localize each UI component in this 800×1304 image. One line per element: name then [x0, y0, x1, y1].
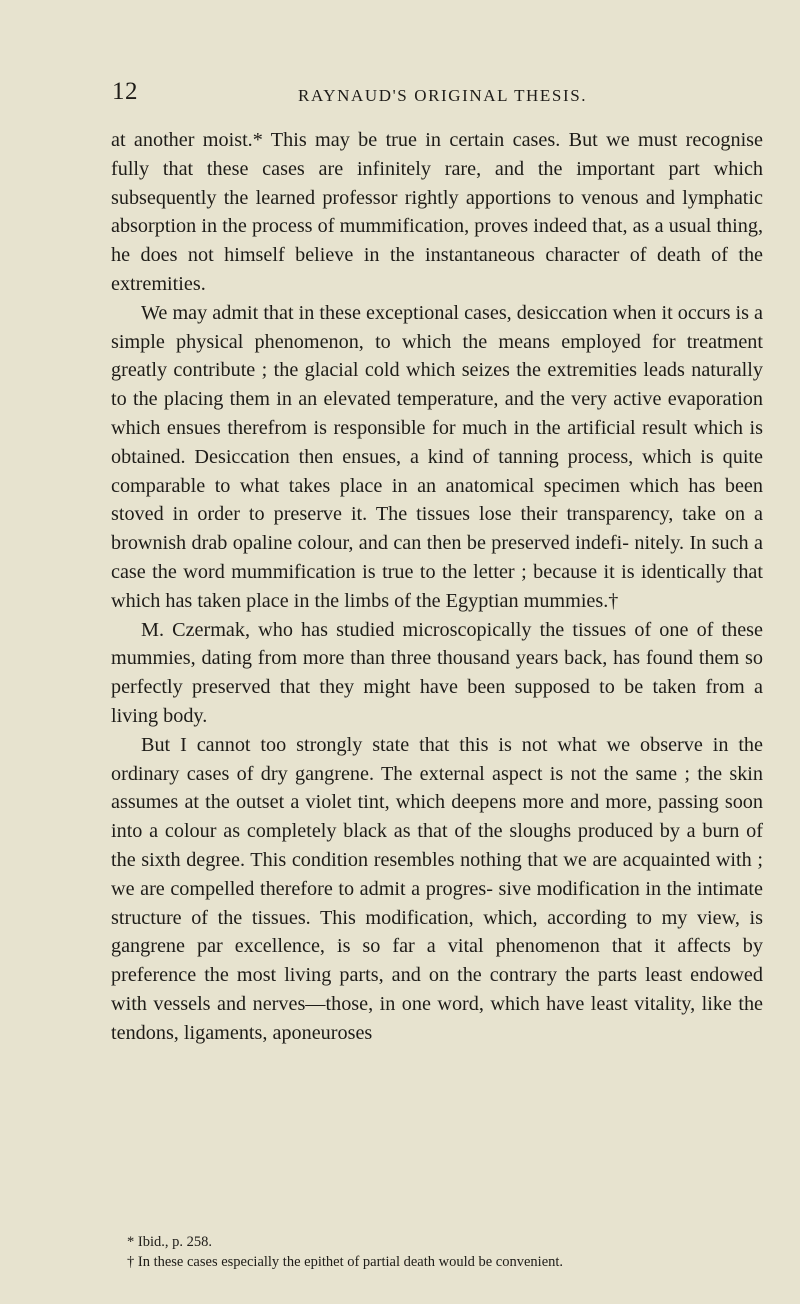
- paragraph: M. Czermak, who has studied microscopically the tissues of one of these mummies, dating from more than three thousand years back, has found them so perfectly preserved that they might have been supposed to be taken from a living body.: [111, 618, 763, 727]
- paragraph: We may admit that in these exceptional cases, desiccation when it occurs is a simple physical phenomenon, to which the means employed for treatment greatly contribute ; the glacial cold which seizes the extremities leads naturally to the placing them in an elevated temperature, and the very active evaporation which ensues therefrom is responsible for much in the artificial result which is obtained. Desiccation then ensues, a kind of tanning process, which is quite comparable to what takes place in an anatomical specimen which has been stoved in order to preserve it. The tissues lose their transparency, take on a brownish drab opaline colour, and can then be preserved indefi- nitely. In such a case the word mummification is true to the letter ; because it is identically that which has taken place in the limbs of the Egyptian mummies.†: [111, 301, 763, 612]
- page-number: 12: [112, 78, 138, 105]
- body-text: [111, 126, 763, 1048]
- running-head: RAYNAUD'S ORIGINAL THESIS.: [298, 86, 588, 105]
- footnote: † In these cases especially the epithet of partial death would be convenient.: [127, 1254, 564, 1270]
- footnote: * Ibid., p. 258.: [127, 1234, 212, 1250]
- paragraph: at another moist.* This may be true in certain cases. But we must recognise fully that these cases are infinitely rare, and the important part which subsequently the learned professor rightly apportions to venous and lymphatic absorption in the process of mummification, proves indeed that, as a usual thing, he does not himself believe in the instantaneous character of death of the extremities.: [111, 129, 763, 295]
- paragraph: But I cannot too strongly state that this is not what we observe in the ordinary cases of dry gangrene. The external aspect is not the same ; the skin assumes at the outset a violet tint, which deepens more and more, passing soon into a colour as completely black as that of the sloughs produced by a burn of the sixth degree. This condition resembles nothing that we are acquainted with ; we are compelled therefore to admit a progres- sive modification in the intimate structure of the tissues. This modification, which, according to my view, is gangrene par excellence, is so far a vital phenomenon that it affects by preference the most living parts, and on the contrary the parts least endowed with vessels and nerves—those, in one word, which have least vitality, like the tendons, ligaments, aponeuroses: [111, 733, 763, 1044]
- footnotes: [111, 1232, 771, 1272]
